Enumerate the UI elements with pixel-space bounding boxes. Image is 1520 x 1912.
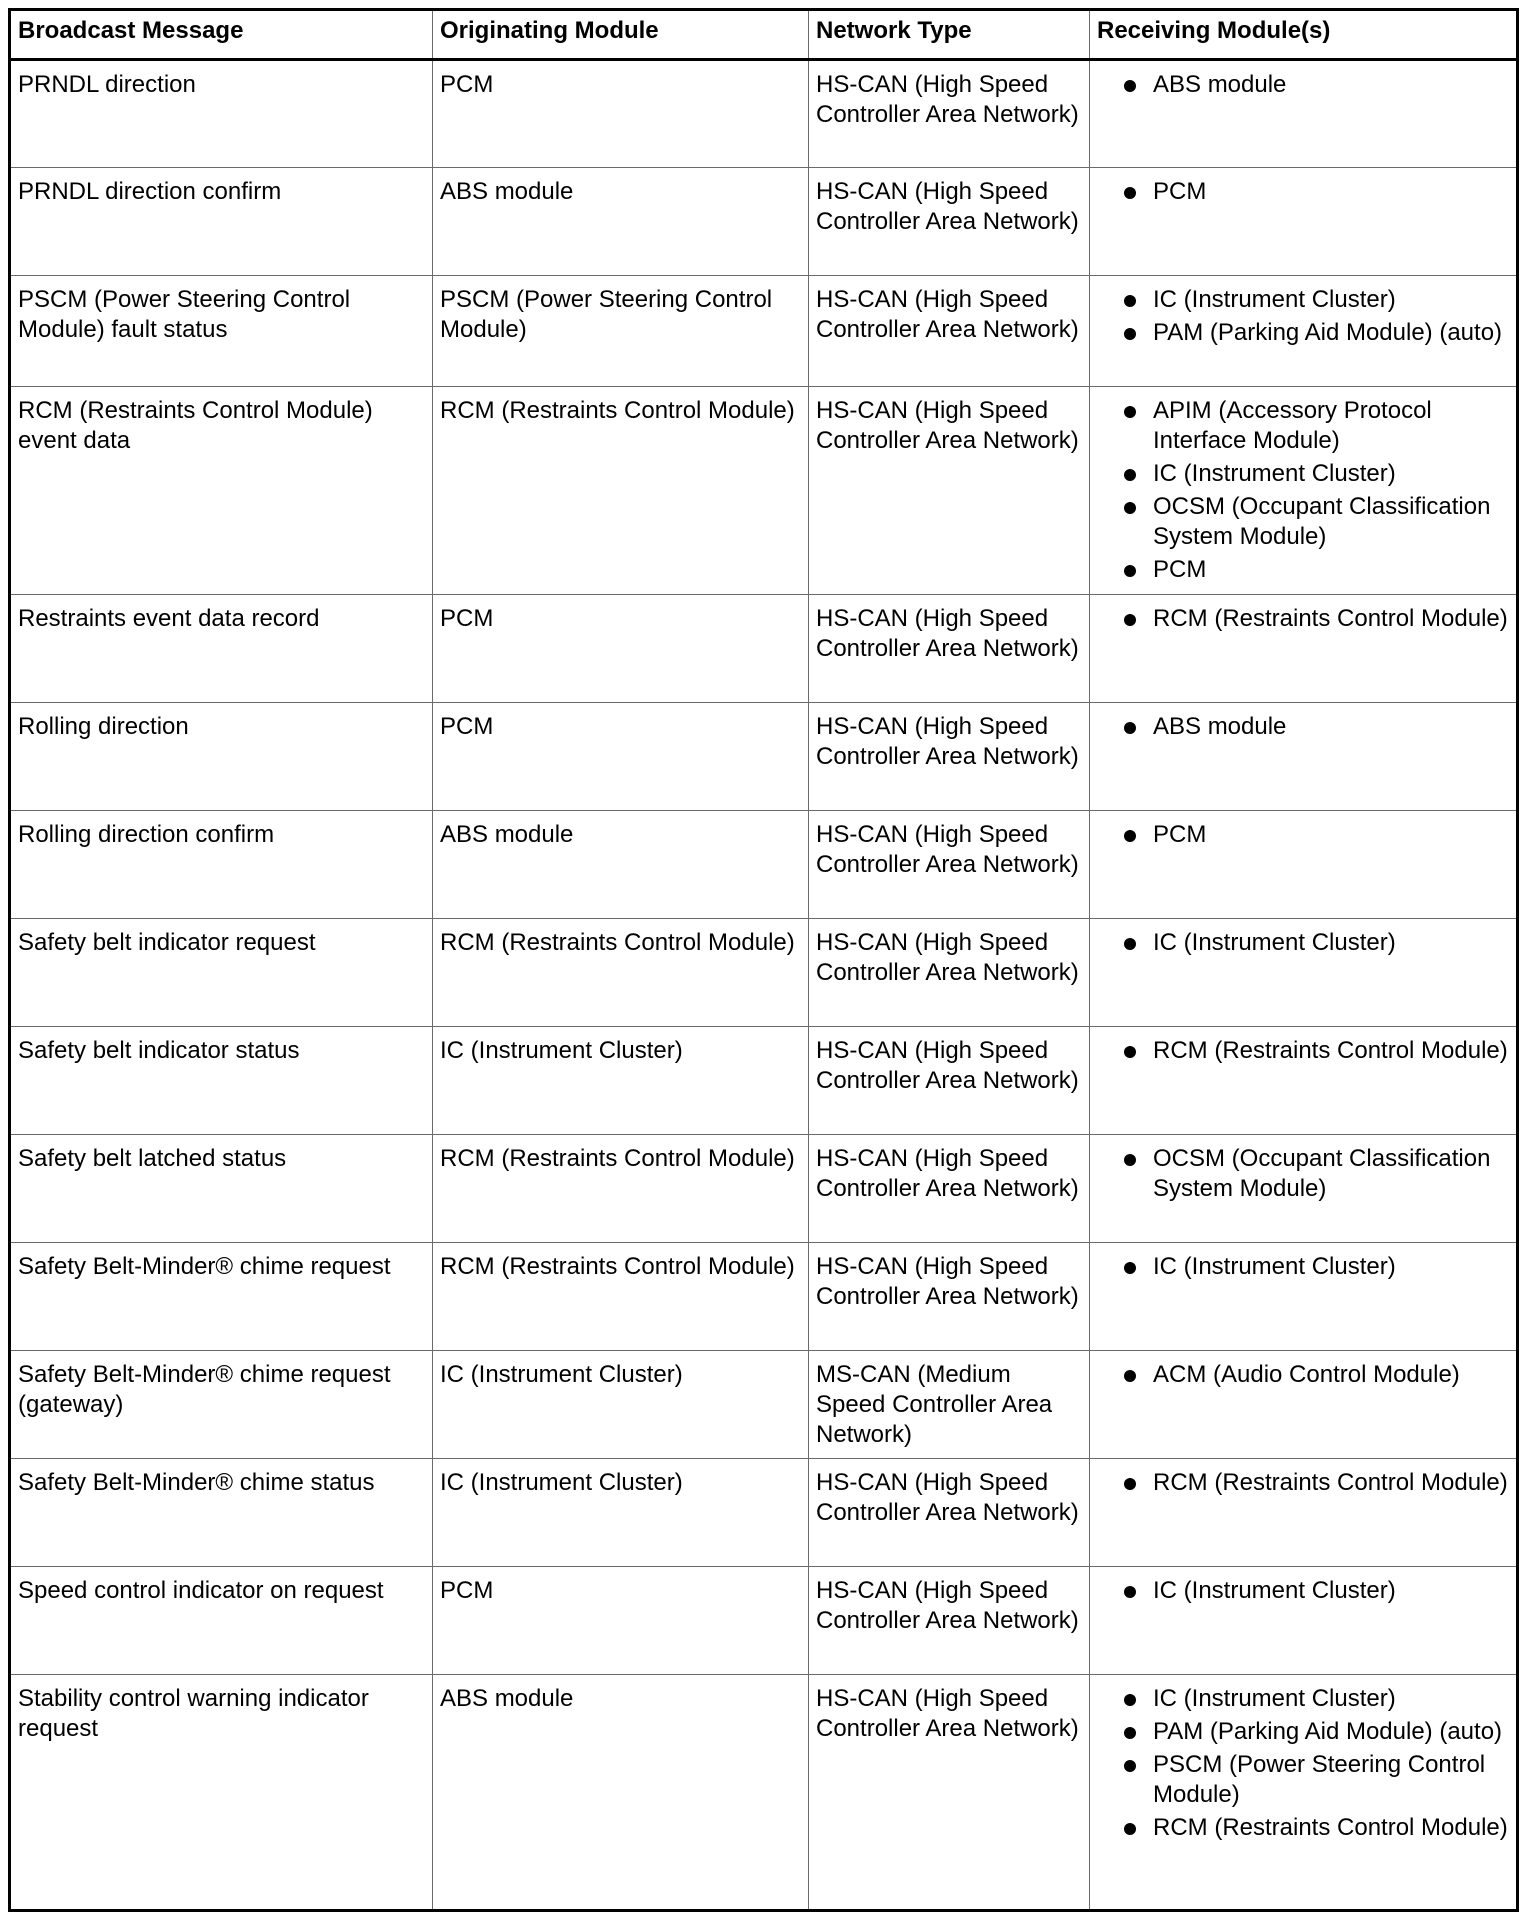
originating-module-cell: IC (Instrument Cluster) — [433, 1351, 809, 1459]
receiving-modules-cell — [1090, 1027, 1518, 1135]
receiving-module-item: PAM (Parking Aid Module) (auto) — [1097, 318, 1510, 348]
originating-module-cell: ABS module — [433, 1675, 809, 1911]
broadcast-message-cell: Restraints event data record — [10, 595, 433, 703]
receiving-modules-list — [1097, 177, 1510, 207]
originating-module-cell: PSCM (Power Steering Control Module) — [433, 276, 809, 387]
originating-module-cell: RCM (Restraints Control Module) — [433, 919, 809, 1027]
receiving-modules-list — [1097, 1252, 1510, 1282]
receiving-modules-list — [1097, 1576, 1510, 1606]
table-row — [10, 1243, 1518, 1351]
receiving-modules-cell — [1090, 387, 1518, 595]
table-row — [10, 811, 1518, 919]
table-row — [10, 919, 1518, 1027]
receiving-module-item: OCSM (Occupant Classification System Module) — [1097, 1144, 1510, 1204]
header-receiving-modules: Receiving Module(s) — [1090, 10, 1518, 60]
originating-module-cell: PCM — [433, 60, 809, 168]
receiving-modules-cell — [1090, 811, 1518, 919]
network-type-cell: HS-CAN (High Speed Controller Area Network) — [809, 1567, 1090, 1675]
originating-module-cell: RCM (Restraints Control Module) — [433, 1243, 809, 1351]
table-row — [10, 168, 1518, 276]
broadcast-message-cell: Safety belt indicator request — [10, 919, 433, 1027]
table-row — [10, 60, 1518, 168]
broadcast-message-cell: Stability control warning indicator request — [10, 1675, 433, 1911]
network-type-cell: HS-CAN (High Speed Controller Area Network) — [809, 168, 1090, 276]
broadcast-message-cell: Rolling direction confirm — [10, 811, 433, 919]
receiving-module-item: RCM (Restraints Control Module) — [1097, 604, 1510, 634]
receiving-module-item: PSCM (Power Steering Control Module) — [1097, 1750, 1510, 1810]
receiving-module-item: IC (Instrument Cluster) — [1097, 459, 1510, 489]
receiving-module-item: ACM (Audio Control Module) — [1097, 1360, 1510, 1390]
receiving-module-item: PAM (Parking Aid Module) (auto) — [1097, 1717, 1510, 1747]
receiving-modules-cell — [1090, 1135, 1518, 1243]
network-type-cell: HS-CAN (High Speed Controller Area Network) — [809, 1027, 1090, 1135]
table-row — [10, 1351, 1518, 1459]
table-row — [10, 1027, 1518, 1135]
originating-module-cell: ABS module — [433, 811, 809, 919]
receiving-module-item: ABS module — [1097, 712, 1510, 742]
table-row — [10, 703, 1518, 811]
broadcast-message-cell: Speed control indicator on request — [10, 1567, 433, 1675]
receiving-modules-cell — [1090, 595, 1518, 703]
header-broadcast-message: Broadcast Message — [10, 10, 433, 60]
receiving-module-item: RCM (Restraints Control Module) — [1097, 1036, 1510, 1066]
receiving-module-item: RCM (Restraints Control Module) — [1097, 1468, 1510, 1498]
originating-module-cell: IC (Instrument Cluster) — [433, 1027, 809, 1135]
broadcast-message-cell: Safety belt latched status — [10, 1135, 433, 1243]
receiving-module-item: IC (Instrument Cluster) — [1097, 1684, 1510, 1714]
table-header-row — [10, 10, 1518, 60]
receiving-modules-list — [1097, 1360, 1510, 1390]
receiving-modules-list — [1097, 1684, 1510, 1843]
table-row — [10, 1567, 1518, 1675]
network-type-cell: HS-CAN (High Speed Controller Area Network) — [809, 811, 1090, 919]
network-type-cell: HS-CAN (High Speed Controller Area Network) — [809, 919, 1090, 1027]
receiving-module-item: IC (Instrument Cluster) — [1097, 1252, 1510, 1282]
table-row — [10, 276, 1518, 387]
receiving-modules-list — [1097, 712, 1510, 742]
originating-module-cell: RCM (Restraints Control Module) — [433, 387, 809, 595]
network-type-cell: HS-CAN (High Speed Controller Area Network) — [809, 1459, 1090, 1567]
network-type-cell: MS-CAN (Medium Speed Controller Area Network) — [809, 1351, 1090, 1459]
receiving-module-item: PCM — [1097, 820, 1510, 850]
table-row — [10, 1135, 1518, 1243]
network-type-cell: HS-CAN (High Speed Controller Area Network) — [809, 1135, 1090, 1243]
broadcast-message-cell: PSCM (Power Steering Control Module) fault status — [10, 276, 433, 387]
originating-module-cell: RCM (Restraints Control Module) — [433, 1135, 809, 1243]
originating-module-cell: PCM — [433, 703, 809, 811]
originating-module-cell: ABS module — [433, 168, 809, 276]
receiving-modules-list — [1097, 396, 1510, 585]
broadcast-message-cell: RCM (Restraints Control Module) event data — [10, 387, 433, 595]
receiving-module-item: IC (Instrument Cluster) — [1097, 1576, 1510, 1606]
receiving-module-item: PCM — [1097, 177, 1510, 207]
broadcast-message-cell: PRNDL direction confirm — [10, 168, 433, 276]
receiving-modules-list — [1097, 1144, 1510, 1204]
receiving-modules-list — [1097, 1468, 1510, 1498]
table-row — [10, 1675, 1518, 1911]
table-row — [10, 387, 1518, 595]
receiving-modules-list — [1097, 604, 1510, 634]
broadcast-message-cell: PRNDL direction — [10, 60, 433, 168]
receiving-modules-cell — [1090, 1351, 1518, 1459]
originating-module-cell: PCM — [433, 1567, 809, 1675]
receiving-modules-cell — [1090, 919, 1518, 1027]
network-type-cell: HS-CAN (High Speed Controller Area Network) — [809, 387, 1090, 595]
receiving-modules-cell — [1090, 168, 1518, 276]
receiving-modules-cell — [1090, 276, 1518, 387]
broadcast-message-cell: Safety belt indicator status — [10, 1027, 433, 1135]
network-type-cell: HS-CAN (High Speed Controller Area Network) — [809, 1675, 1090, 1911]
receiving-module-item: IC (Instrument Cluster) — [1097, 928, 1510, 958]
network-type-cell: HS-CAN (High Speed Controller Area Network) — [809, 1243, 1090, 1351]
receiving-modules-cell — [1090, 1567, 1518, 1675]
receiving-module-item: RCM (Restraints Control Module) — [1097, 1813, 1510, 1843]
receiving-modules-cell — [1090, 1675, 1518, 1911]
network-type-cell: HS-CAN (High Speed Controller Area Network) — [809, 276, 1090, 387]
header-network-type: Network Type — [809, 10, 1090, 60]
broadcast-message-cell: Safety Belt-Minder® chime status — [10, 1459, 433, 1567]
receiving-module-item: ABS module — [1097, 70, 1510, 100]
table-row — [10, 1459, 1518, 1567]
receiving-modules-cell — [1090, 1459, 1518, 1567]
originating-module-cell: PCM — [433, 595, 809, 703]
receiving-modules-list — [1097, 285, 1510, 348]
network-type-cell: HS-CAN (High Speed Controller Area Network) — [809, 595, 1090, 703]
receiving-module-item: APIM (Accessory Protocol Interface Module) — [1097, 396, 1510, 456]
receiving-module-item: PCM — [1097, 555, 1510, 585]
broadcast-message-cell: Safety Belt-Minder® chime request (gateway) — [10, 1351, 433, 1459]
originating-module-cell: IC (Instrument Cluster) — [433, 1459, 809, 1567]
receiving-modules-list — [1097, 1036, 1510, 1066]
receiving-module-item: IC (Instrument Cluster) — [1097, 285, 1510, 315]
receiving-modules-list — [1097, 928, 1510, 958]
receiving-modules-cell — [1090, 1243, 1518, 1351]
receiving-modules-cell — [1090, 60, 1518, 168]
receiving-module-item: OCSM (Occupant Classification System Module) — [1097, 492, 1510, 552]
table-row — [10, 595, 1518, 703]
receiving-modules-list — [1097, 820, 1510, 850]
receiving-modules-list — [1097, 70, 1510, 100]
receiving-modules-cell — [1090, 703, 1518, 811]
broadcast-message-cell: Rolling direction — [10, 703, 433, 811]
network-type-cell: HS-CAN (High Speed Controller Area Network) — [809, 703, 1090, 811]
broadcast-message-table — [8, 8, 1519, 1912]
header-originating-module: Originating Module — [433, 10, 809, 60]
network-type-cell: HS-CAN (High Speed Controller Area Network) — [809, 60, 1090, 168]
broadcast-message-cell: Safety Belt-Minder® chime request — [10, 1243, 433, 1351]
